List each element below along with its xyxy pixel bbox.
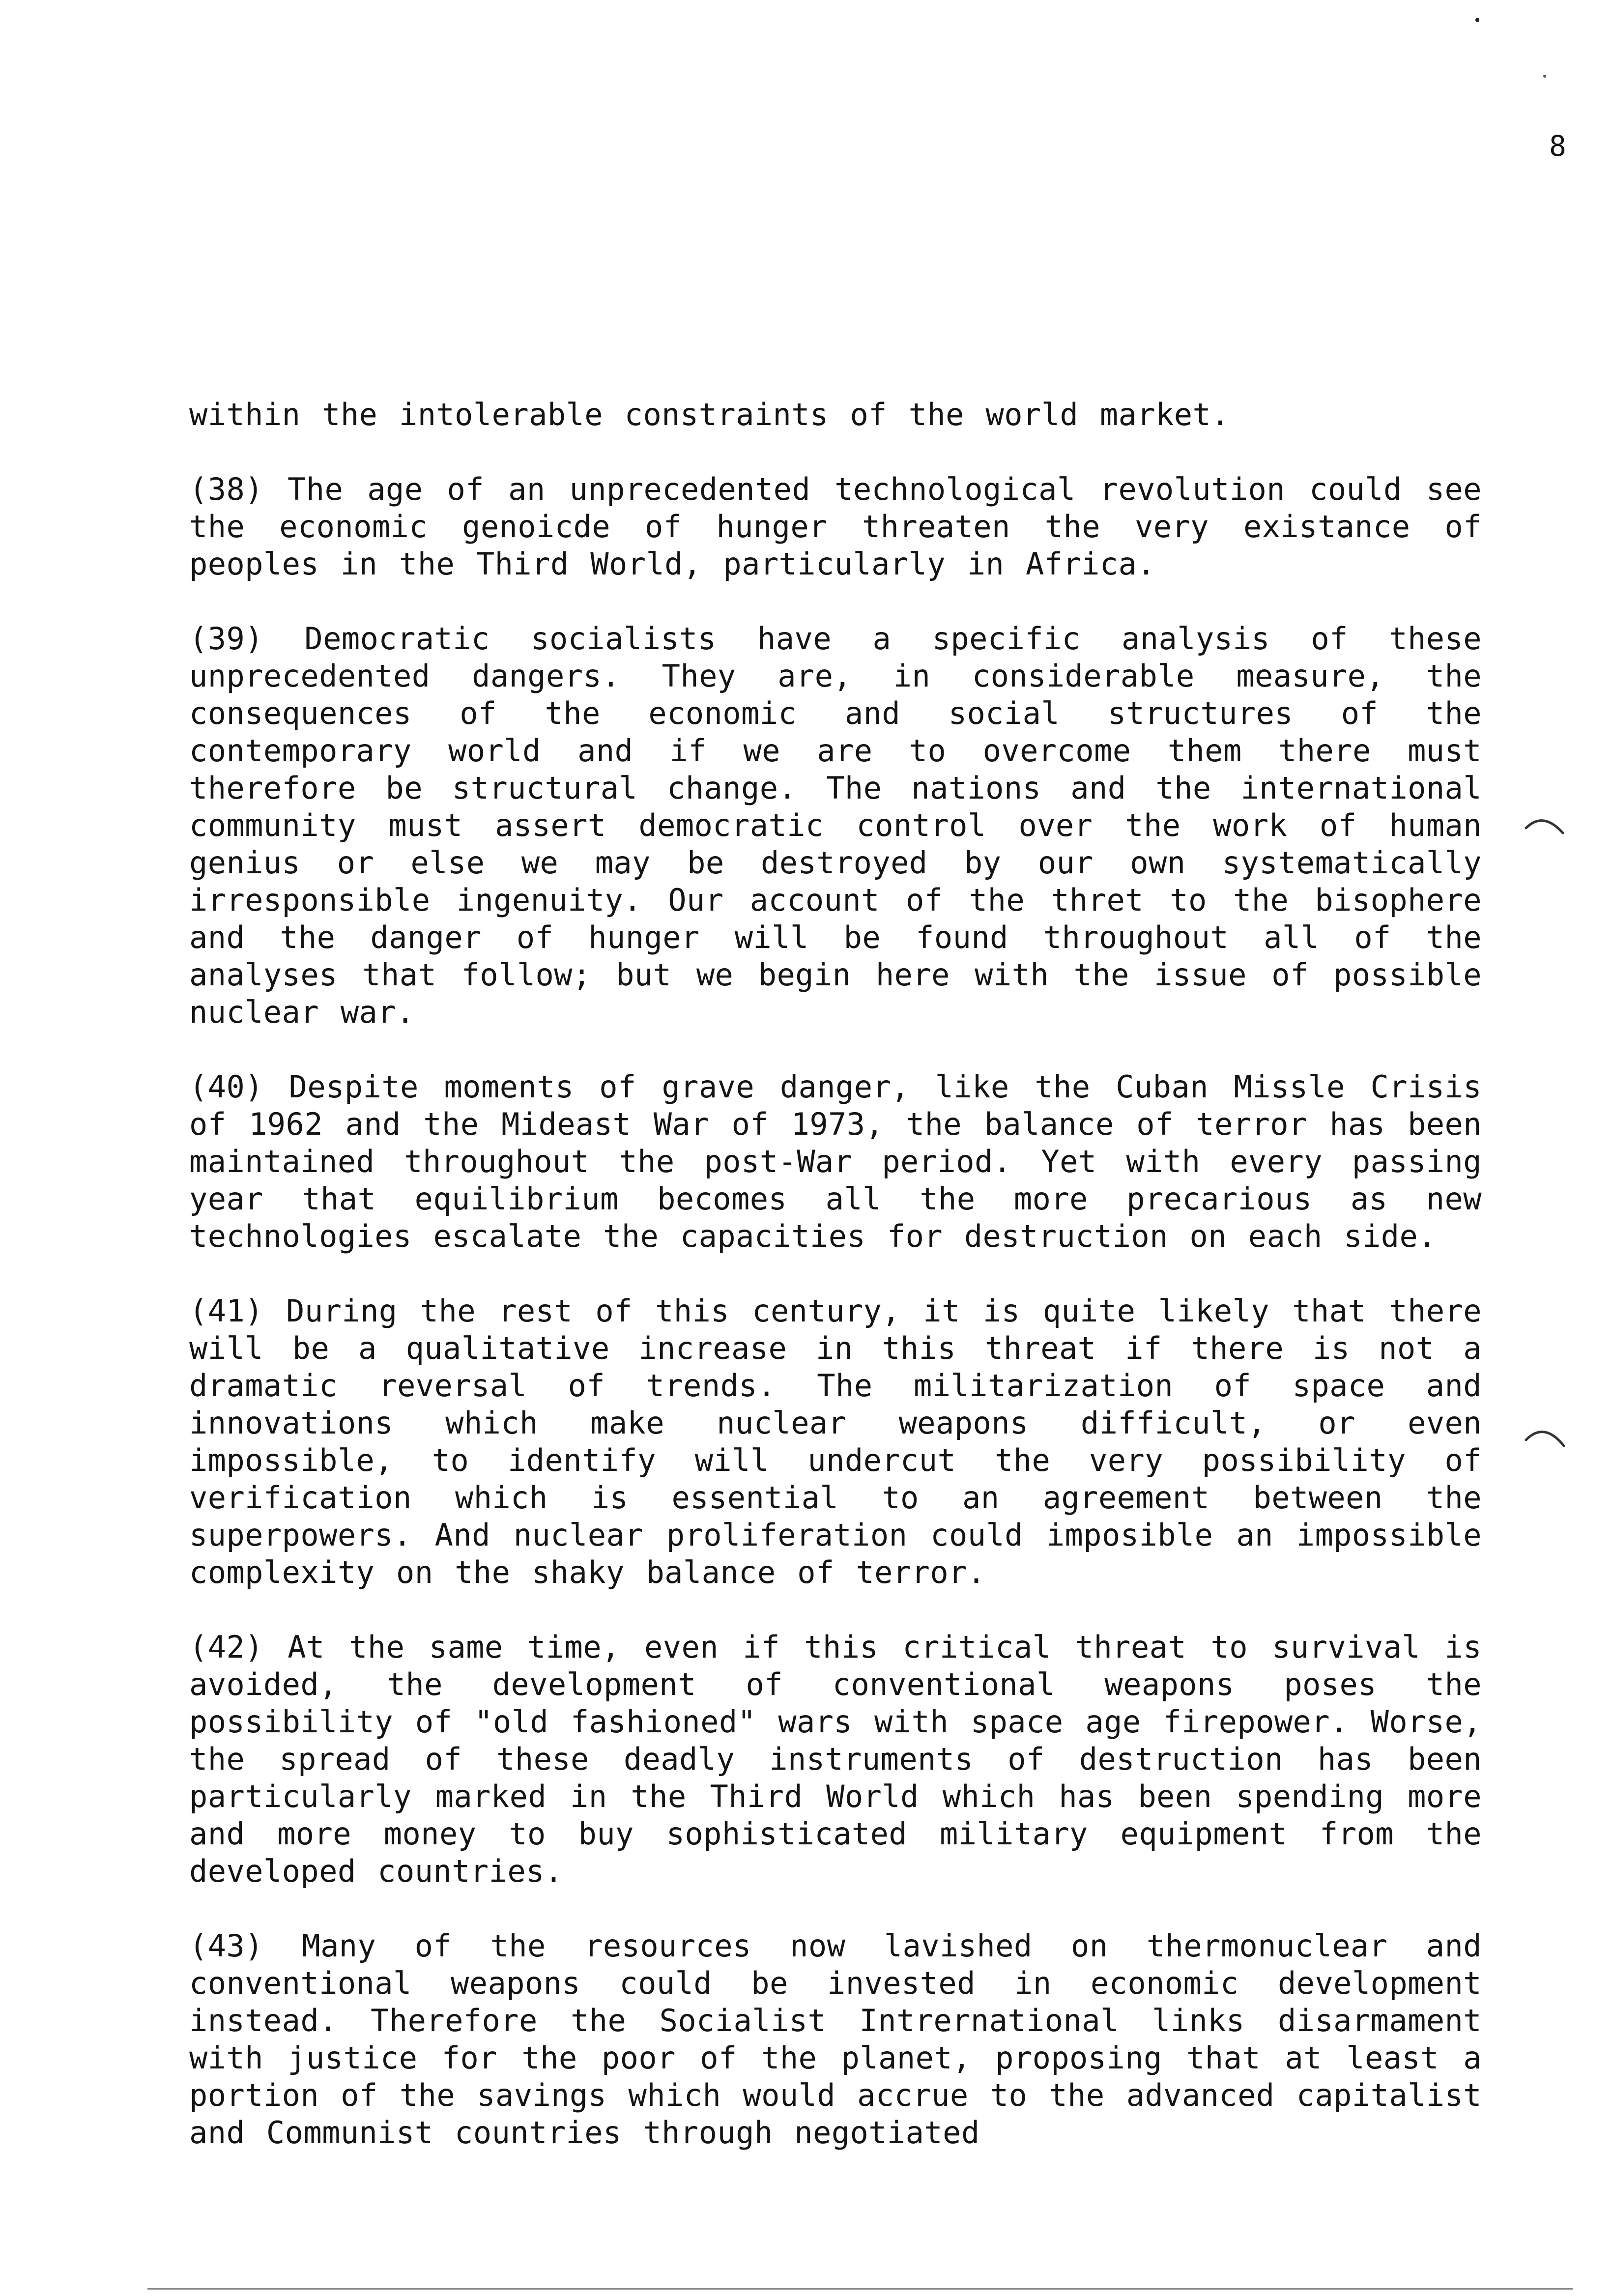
scan-speck <box>1543 75 1546 78</box>
paragraph-41: (41) During the rest of this century, it is quite likely that there will be a qualitative increase in this threat if there is not a dramatic reversal of trends. The militarization of space and innovations which make nuclear weapons difficult, or even impossible, to identify will undercut the very possibility of verification which is essential to an agreement between the superpowers. And nuclear proliferation could imposible an impossible complexity on the shaky balance of terror. <box>189 1293 1482 1590</box>
scan-speck <box>1475 18 1479 22</box>
paragraph-42: (42) At the same time, even if this critical threat to survival is avoided, the development of conventional weapons poses the possibility of "old fashioned" wars with space age firepower. Worse, the spread of these deadly instruments of destruction has been particularly marked in the Third World which has been spending more and more money to buy sophisticated military equipment from the developed countries. <box>189 1629 1482 1889</box>
paragraph-38: (38) The age of an unprecedented technological revolution could see the economic genoicde of hunger threaten the very existance of peoples in the Third World, particularly in Africa. <box>189 471 1482 582</box>
margin-binder-mark-upper <box>1524 806 1568 840</box>
margin-binder-mark-lower <box>1524 1415 1568 1455</box>
scan-edge-line <box>147 2288 1573 2290</box>
paragraph-40: (40) Despite moments of grave danger, like the Cuban Missle Crisis of 1962 and the Mideast War of 1973, the balance of terror has been maintained throughout the post-War period. Yet with every passing year that equilibrium becomes all the more precarious as new technologies escalate the capacities for destruction on each side. <box>189 1069 1482 1254</box>
paragraph-continuation: within the intolerable constraints of the world market. <box>189 397 1230 432</box>
paragraph-39: (39) Democratic socialists have a specific analysis of these unprecedented dangers. They are, in considerable measure, the consequences of the economic and social structures of the contemporary world and if we are to overcome them there must therefore be structural change. The nations and the international community must assert democratic control over the work of human genius or else we may be destroyed by our own systematically irresponsible ingenuity. Our account of the thret to the bisophere and the danger of hunger will be found throughout all of the analyses that follow; but we begin here with the issue of possible nuclear war. <box>189 621 1482 1030</box>
document-body <box>189 396 1482 2189</box>
paragraph-43: (43) Many of the resources now lavished on thermonuclear and conventional weapons could be invested in economic development instead. Therefore the Socialist Intrernational links disarmament with justice for the poor of the planet, proposing that at least a portion of the savings which would accrue to the advanced capitalist and Communist countries through negotiated <box>189 1928 1482 2151</box>
page-number: 8 <box>1549 129 1566 163</box>
